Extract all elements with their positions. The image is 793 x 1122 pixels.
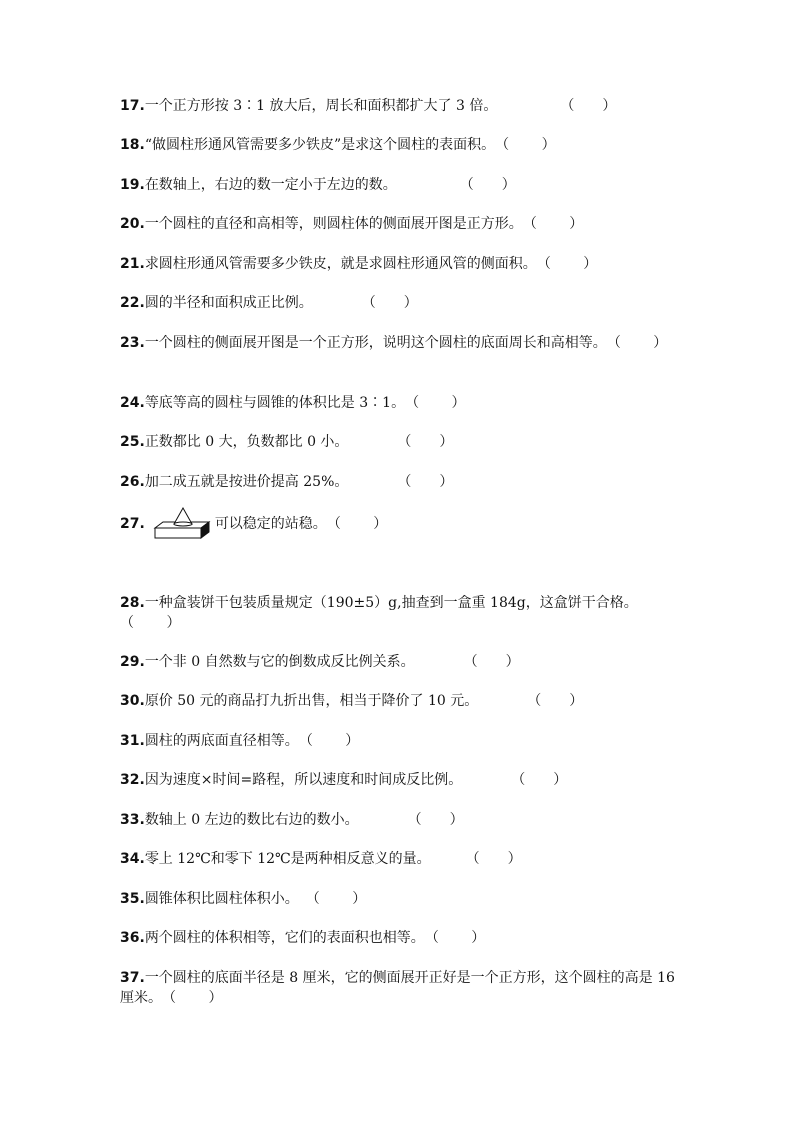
answer-blank: （ ）	[162, 990, 223, 1006]
question-18: 18.“做圆柱形通风管需要多少铁皮”是求这个圆柱的表面积。（ ）	[120, 137, 556, 153]
question-text: 正数都比 0 大，负数都比 0 小。	[144, 434, 349, 450]
question-19: 19.在数轴上，右边的数一定小于左边的数。 （ ）	[120, 177, 516, 193]
question-21: 21.求圆柱形通风管需要多少铁皮，就是求圆柱形通风管的侧面积。（ ）	[120, 256, 598, 272]
answer-blank: （ ）	[606, 335, 668, 351]
question-text: 原价 50 元的商品打九折出售，相当于降价了 10 元。	[144, 693, 479, 709]
question-32: 32.因为速度×时间=路程，所以速度和时间成反比例。 （ ）	[120, 772, 568, 788]
question-text: 求圆柱形通风管需要多少铁皮，就是求圆柱形通风管的侧面积。	[144, 256, 537, 272]
question-34: 34.零上 12℃和零下 12℃是两种相反意义的量。 （ ）	[120, 851, 522, 867]
question-text: 零上 12℃和零下 12℃是两种相反意义的量。	[144, 851, 431, 867]
question-24: 24.等底等高的圆柱与圆锥的体积比是 3∶1。（ ）	[120, 395, 466, 411]
answer-blank: （ ）	[522, 216, 584, 232]
question-33: 33.数轴上 0 左边的数比右边的数小。 （ ）	[120, 812, 464, 828]
question-text: 一个正方形按 3∶1 放大后，周长和面积都扩大了 3 倍。	[144, 98, 498, 114]
question-text: 一个圆柱的直径和高相等，则圆柱体的侧面展开图是正方形。	[144, 216, 523, 232]
question-37: 37.一个圆柱的底面半径是 8 厘米，它的侧面展开正好是一个正方形，这个圆柱的高是 16 厘米。（ ）	[120, 970, 675, 1006]
question-30: 30.原价 50 元的商品打九折出售，相当于降价了 10 元。 （ ）	[120, 693, 584, 709]
answer-blank: （ ）	[312, 295, 418, 311]
question-text: 加二成五就是按进价提高 25%。	[144, 474, 349, 490]
question-text: 一个圆柱的底面半径是 8 厘米，它的侧面展开正好是一个正方形，这个圆柱的高是 16 厘米。	[120, 970, 675, 1006]
answer-blank: （ ）	[348, 474, 454, 490]
answer-blank: （ ）	[430, 851, 522, 867]
answer-blank: （ ）	[497, 98, 617, 114]
question-text: 一种盒装饼干包装质量规定（190±5）g,抽查到一盒重 184g，这盒饼干合格。	[144, 595, 638, 611]
question-36: 36.两个圆柱的体积相等，它们的表面积也相等。（ ）	[120, 930, 486, 946]
answer-blank: （ ）	[495, 137, 556, 153]
question-text: 可以稳定的站稳。	[214, 516, 327, 532]
question-31: 31.圆柱的两底面直径相等。（ ）	[120, 733, 360, 749]
question-35: 35.圆锥体积比圆柱体积小。 （ ）	[120, 891, 367, 907]
question-22: 22.圆的半径和面积成正比例。 （ ）	[120, 295, 418, 311]
answer-blank: （ ）	[298, 733, 360, 749]
answer-blank: （ ）	[348, 434, 454, 450]
question-text: 因为速度×时间=路程，所以速度和时间成反比例。	[144, 772, 463, 788]
question-17: 17.一个正方形按 3∶1 放大后，周长和面积都扩大了 3 倍。 （ ）	[120, 98, 617, 114]
question-25: 25.正数都比 0 大，负数都比 0 小。 （ ）	[120, 434, 454, 450]
answer-blank: （ ）	[396, 177, 516, 193]
answer-blank: （ ）	[326, 516, 388, 532]
cone-on-box-figure	[151, 506, 211, 542]
question-text: 一个圆柱的侧面展开图是一个正方形，说明这个圆柱的底面周长和高相等。	[144, 335, 607, 351]
answer-blank: （ ）	[536, 256, 598, 272]
question-text: 一个非 0 自然数与它的倒数成反比例关系。	[144, 654, 415, 670]
question-text: 等底等高的圆柱与圆锥的体积比是 3∶1。	[144, 395, 406, 411]
question-text: 圆的半径和面积成正比例。	[144, 295, 313, 311]
question-23: 23.一个圆柱的侧面展开图是一个正方形，说明这个圆柱的底面周长和高相等。（ ）	[120, 335, 668, 351]
question-text: 两个圆柱的体积相等，它们的表面积也相等。	[144, 930, 425, 946]
question-28: 28.一种盒装饼干包装质量规定（190±5）g,抽查到一盒重 184g，这盒饼干合格。（ ）	[120, 595, 638, 631]
question-27: 27. 可以稳定的站稳。（ ）	[120, 506, 680, 542]
answer-blank: （ ）	[478, 693, 584, 709]
answer-blank: （ ）	[298, 891, 367, 907]
answer-blank: （ ）	[424, 930, 486, 946]
question-26: 26.加二成五就是按进价提高 25%。 （ ）	[120, 474, 454, 490]
question-text: 在数轴上，右边的数一定小于左边的数。	[144, 177, 397, 193]
question-text: 数轴上 0 左边的数比右边的数小。	[144, 812, 359, 828]
question-text: “做圆柱形通风管需要多少铁皮”是求这个圆柱的表面积。	[144, 137, 496, 153]
answer-blank: （ ）	[414, 654, 520, 670]
answer-blank: （ ）	[405, 395, 466, 411]
answer-blank: （ ）	[358, 812, 464, 828]
question-text: 圆锥体积比圆柱体积小。	[144, 891, 299, 907]
answer-blank: （ ）	[120, 615, 181, 631]
answer-blank: （ ）	[462, 772, 568, 788]
question-text: 圆柱的两底面直径相等。	[144, 733, 299, 749]
question-20: 20.一个圆柱的直径和高相等，则圆柱体的侧面展开图是正方形。（ ）	[120, 216, 584, 232]
question-29: 29.一个非 0 自然数与它的倒数成反比例关系。 （ ）	[120, 654, 520, 670]
